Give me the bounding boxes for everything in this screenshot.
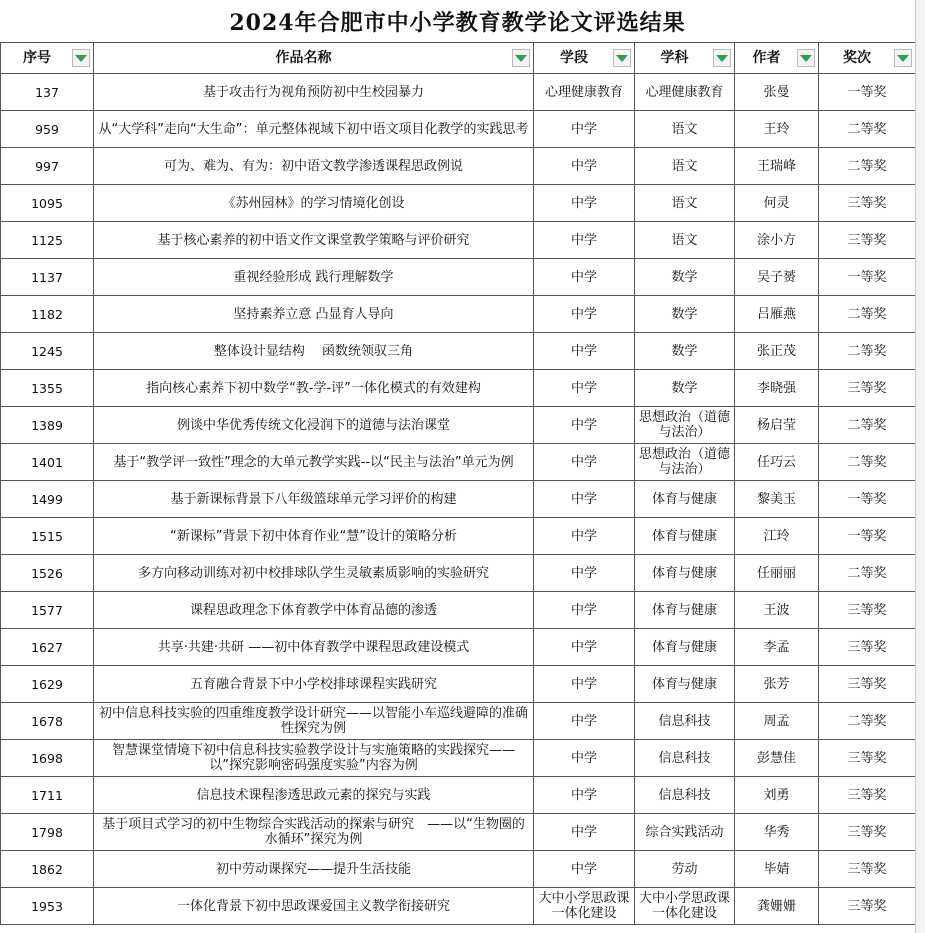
cell-author[interactable]: 李晓强 [735,370,819,407]
cell-id[interactable]: 1862 [1,851,94,888]
cell-author[interactable]: 任丽丽 [735,555,819,592]
cell-level[interactable]: 中学 [534,555,635,592]
triangle-down-icon [75,55,87,62]
table-row [1,703,916,740]
filter-dropdown-icon[interactable] [512,49,530,67]
cell-subject[interactable]: 体育与健康 [635,629,735,666]
table-row [1,259,916,296]
table-row [1,333,916,370]
cell-level[interactable]: 中学 [534,407,635,444]
cell-name[interactable]: 初中劳动课探究——提升生活技能 [94,851,534,888]
triangle-down-icon [897,55,909,62]
cell-level[interactable]: 中学 [534,222,635,259]
table-row [1,592,916,629]
cell-author[interactable]: 吴子赟 [735,259,819,296]
cell-name[interactable]: 整体设计显结构 函数统领驭三角 [94,333,534,370]
cell-award[interactable]: 二等奖 [819,555,916,592]
cell-author[interactable]: 涂小方 [735,222,819,259]
cell-subject[interactable]: 数学 [635,296,735,333]
cell-name[interactable]: 可为、难为、有为：初中语文教学渗透课程思政例说 [94,148,534,185]
cell-subject[interactable]: 语文 [635,185,735,222]
header-id [1,43,94,74]
cell-author[interactable]: 毕婧 [735,851,819,888]
cell-name[interactable]: 共享·共建·共研 ——初中体育教学中课程思政建设模式 [94,629,534,666]
header-award [819,43,916,74]
cell-name[interactable]: 基于项目式学习的初中生物综合实践活动的探索与研究 ——以“生物圈的水循环”探究为例 [94,814,534,851]
table-row [1,481,916,518]
table-row [1,814,916,851]
table-row [1,111,916,148]
cell-subject[interactable]: 信息科技 [635,740,735,777]
cell-level[interactable]: 中学 [534,592,635,629]
table-row [1,407,916,444]
cell-author[interactable]: 任巧云 [735,444,819,481]
cell-subject[interactable]: 数学 [635,370,735,407]
cell-subject[interactable]: 体育与健康 [635,481,735,518]
cell-name[interactable]: 智慧课堂情境下初中信息科技实验教学设计与实施策略的实践探究——以”探究影响密码强度实验”内容为例 [94,740,534,777]
cell-award[interactable]: 二等奖 [819,296,916,333]
cell-subject[interactable]: 数学 [635,333,735,370]
cell-id[interactable]: 1953 [1,888,94,925]
cell-author[interactable]: 何灵 [735,185,819,222]
cell-name[interactable]: 《苏州园林》的学习情境化创设 [94,185,534,222]
triangle-down-icon [616,55,628,62]
cell-award[interactable]: 三等奖 [819,666,916,703]
cell-level[interactable]: 中学 [534,518,635,555]
table-row [1,851,916,888]
cell-subject[interactable]: 综合实践活动 [635,814,735,851]
cell-subject[interactable]: 语文 [635,148,735,185]
header-subject [635,43,735,74]
cell-name[interactable]: 初中信息科技实验的四重维度教学设计研究——以智能小车巡线避障的准确性探究为例 [94,703,534,740]
cell-id[interactable]: 1711 [1,777,94,814]
cell-author[interactable]: 王玲 [735,111,819,148]
cell-award[interactable]: 二等奖 [819,148,916,185]
cell-subject[interactable]: 语文 [635,111,735,148]
cell-subject[interactable]: 体育与健康 [635,666,735,703]
page-title: 2024年合肥市中小学教育教学论文评选结果 [229,9,686,36]
table-row [1,666,916,703]
cell-id[interactable]: 1629 [1,666,94,703]
cell-level[interactable]: 中学 [534,296,635,333]
table-body [1,74,916,925]
filter-dropdown-icon[interactable] [613,49,631,67]
header-name-label: 作品名称 [275,49,332,66]
table-row [1,555,916,592]
cell-author[interactable]: 张曼 [735,74,819,111]
cell-author[interactable]: 张芳 [735,666,819,703]
triangle-down-icon [515,55,527,62]
cell-name[interactable]: 坚持素养立意 凸显育人导向 [94,296,534,333]
cell-award[interactable]: 三等奖 [819,222,916,259]
cell-level[interactable]: 中学 [534,629,635,666]
cell-author[interactable]: 周孟 [735,703,819,740]
cell-name[interactable]: 一体化背景下初中思政课爱国主义教学衔接研究 [94,888,534,925]
table-row [1,888,916,925]
cell-level[interactable]: 中学 [534,111,635,148]
cell-subject[interactable]: 体育与健康 [635,592,735,629]
cell-author[interactable]: 龚姗姗 [735,888,819,925]
title-row [0,0,915,43]
cell-id[interactable]: 997 [1,148,94,185]
header-name [94,43,534,74]
cell-award[interactable]: 一等奖 [819,518,916,555]
filter-dropdown-icon[interactable] [713,49,731,67]
cell-award[interactable]: 三等奖 [819,851,916,888]
table-row [1,740,916,777]
cell-name[interactable]: 从“大学科”走向“大生命”：单元整体视域下初中语文项目化教学的实践思考 [94,111,534,148]
cell-id[interactable]: 1389 [1,407,94,444]
cell-subject[interactable]: 数学 [635,259,735,296]
cell-name[interactable]: 例谈中华优秀传统文化浸润下的道德与法治课堂 [94,407,534,444]
cell-author[interactable]: 黎美玉 [735,481,819,518]
cell-id[interactable]: 137 [1,74,94,111]
cell-award[interactable]: 三等奖 [819,888,916,925]
cell-award[interactable]: 三等奖 [819,777,916,814]
table-row [1,222,916,259]
cell-award[interactable]: 三等奖 [819,740,916,777]
cell-author[interactable]: 李孟 [735,629,819,666]
cell-award[interactable]: 三等奖 [819,814,916,851]
cell-author[interactable]: 张正茂 [735,333,819,370]
cell-level[interactable]: 心理健康教育 [534,74,635,111]
triangle-down-icon [800,55,812,62]
cell-name[interactable]: 多方向移动训练对初中校排球队学生灵敏素质影响的实验研究 [94,555,534,592]
cell-award[interactable]: 三等奖 [819,370,916,407]
cell-id[interactable]: 1798 [1,814,94,851]
cell-subject[interactable]: 心理健康教育 [635,74,735,111]
cell-award[interactable]: 一等奖 [819,259,916,296]
cell-name[interactable]: 基于“教学评一致性”理念的大单元教学实践--以“民主与法治”单元为例 [94,444,534,481]
cell-id[interactable]: 1095 [1,185,94,222]
cell-level[interactable]: 大中小学思政课一体化建设 [534,888,635,925]
cell-level[interactable]: 中学 [534,777,635,814]
cell-subject[interactable]: 大中小学思政课一体化建设 [635,888,735,925]
header-level-label: 学段 [560,49,588,66]
cell-id[interactable]: 1137 [1,259,94,296]
cell-award[interactable]: 二等奖 [819,111,916,148]
cell-award[interactable]: 二等奖 [819,703,916,740]
cell-name[interactable]: 信息技术课程渗透思政元素的探究与实践 [94,777,534,814]
header-id-label: 序号 [23,49,51,66]
cell-level[interactable]: 中学 [534,481,635,518]
cell-id[interactable]: 1125 [1,222,94,259]
cell-subject[interactable]: 思想政治（道德与法治） [635,444,735,481]
cell-subject[interactable]: 劳动 [635,851,735,888]
table-row [1,629,916,666]
cell-name[interactable]: 五育融合背景下中小学校排球课程实践研究 [94,666,534,703]
table-row [1,296,916,333]
cell-id[interactable]: 1499 [1,481,94,518]
header-level [534,43,635,74]
table-row [1,74,916,111]
cell-id[interactable]: 1627 [1,629,94,666]
table-row [1,777,916,814]
cell-subject[interactable]: 体育与健康 [635,555,735,592]
header-author-label: 作者 [752,49,781,66]
header-subject-label: 学科 [660,49,689,66]
cell-subject[interactable]: 体育与健康 [635,518,735,555]
table-row [1,148,916,185]
cell-subject[interactable]: 信息科技 [635,777,735,814]
cell-name[interactable]: 课程思政理念下体育教学中体育品德的渗透 [94,592,534,629]
table-row [1,444,916,481]
cell-award[interactable]: 一等奖 [819,74,916,111]
cell-author[interactable]: 华秀 [735,814,819,851]
cell-name[interactable]: 基于核心素养的初中语文作文课堂教学策略与评价研究 [94,222,534,259]
cell-id[interactable]: 1698 [1,740,94,777]
sheet-edge [915,0,925,933]
cell-author[interactable]: 江玲 [735,518,819,555]
cell-award[interactable]: 三等奖 [819,592,916,629]
cell-id[interactable]: 1245 [1,333,94,370]
table-row [1,185,916,222]
cell-id[interactable]: 1678 [1,703,94,740]
cell-award[interactable]: 二等奖 [819,444,916,481]
triangle-down-icon [716,55,728,62]
cell-level[interactable]: 中学 [534,259,635,296]
cell-id[interactable]: 1526 [1,555,94,592]
cell-name[interactable]: 基于新课标背景下八年级篮球单元学习评价的构建 [94,481,534,518]
cell-name[interactable]: 基于攻击行为视角预防初中生校园暴力 [94,74,534,111]
cell-level[interactable]: 中学 [534,148,635,185]
cell-award[interactable]: 二等奖 [819,407,916,444]
cell-author[interactable]: 王波 [735,592,819,629]
cell-name[interactable]: 指向核心素养下初中数学“教-学-评”一体化模式的有效建构 [94,370,534,407]
filter-dropdown-icon[interactable] [72,49,90,67]
cell-award[interactable]: 二等奖 [819,333,916,370]
cell-author[interactable]: 彭慧佳 [735,740,819,777]
cell-level[interactable]: 中学 [534,740,635,777]
cell-author[interactable]: 刘勇 [735,777,819,814]
cell-award[interactable]: 一等奖 [819,481,916,518]
cell-level[interactable]: 中学 [534,703,635,740]
cell-level[interactable]: 中学 [534,666,635,703]
cell-level[interactable]: 中学 [534,185,635,222]
header-author [735,43,819,74]
cell-award[interactable]: 三等奖 [819,185,916,222]
cell-author[interactable]: 吕雁燕 [735,296,819,333]
cell-level[interactable]: 中学 [534,851,635,888]
results-table [0,42,916,925]
cell-subject[interactable]: 思想政治（道德与法治） [635,407,735,444]
cell-id[interactable]: 1182 [1,296,94,333]
cell-id[interactable]: 1401 [1,444,94,481]
filter-dropdown-icon[interactable] [797,49,815,67]
header-award-label: 奖次 [843,49,871,66]
cell-name[interactable]: 重视经验形成 践行理解数学 [94,259,534,296]
cell-id[interactable]: 1577 [1,592,94,629]
cell-id[interactable]: 959 [1,111,94,148]
cell-level[interactable]: 中学 [534,370,635,407]
table-row [1,370,916,407]
cell-name[interactable]: “新课标”背景下初中体育作业“慧”设计的策略分析 [94,518,534,555]
cell-author[interactable]: 杨启莹 [735,407,819,444]
cell-level[interactable]: 中学 [534,444,635,481]
cell-level[interactable]: 中学 [534,333,635,370]
cell-subject[interactable]: 语文 [635,222,735,259]
header-row [1,43,916,74]
filter-dropdown-icon[interactable] [894,49,912,67]
cell-author[interactable]: 王瑞峰 [735,148,819,185]
cell-level[interactable]: 中学 [534,814,635,851]
cell-subject[interactable]: 信息科技 [635,703,735,740]
cell-award[interactable]: 三等奖 [819,629,916,666]
cell-id[interactable]: 1515 [1,518,94,555]
table-row [1,518,916,555]
cell-id[interactable]: 1355 [1,370,94,407]
